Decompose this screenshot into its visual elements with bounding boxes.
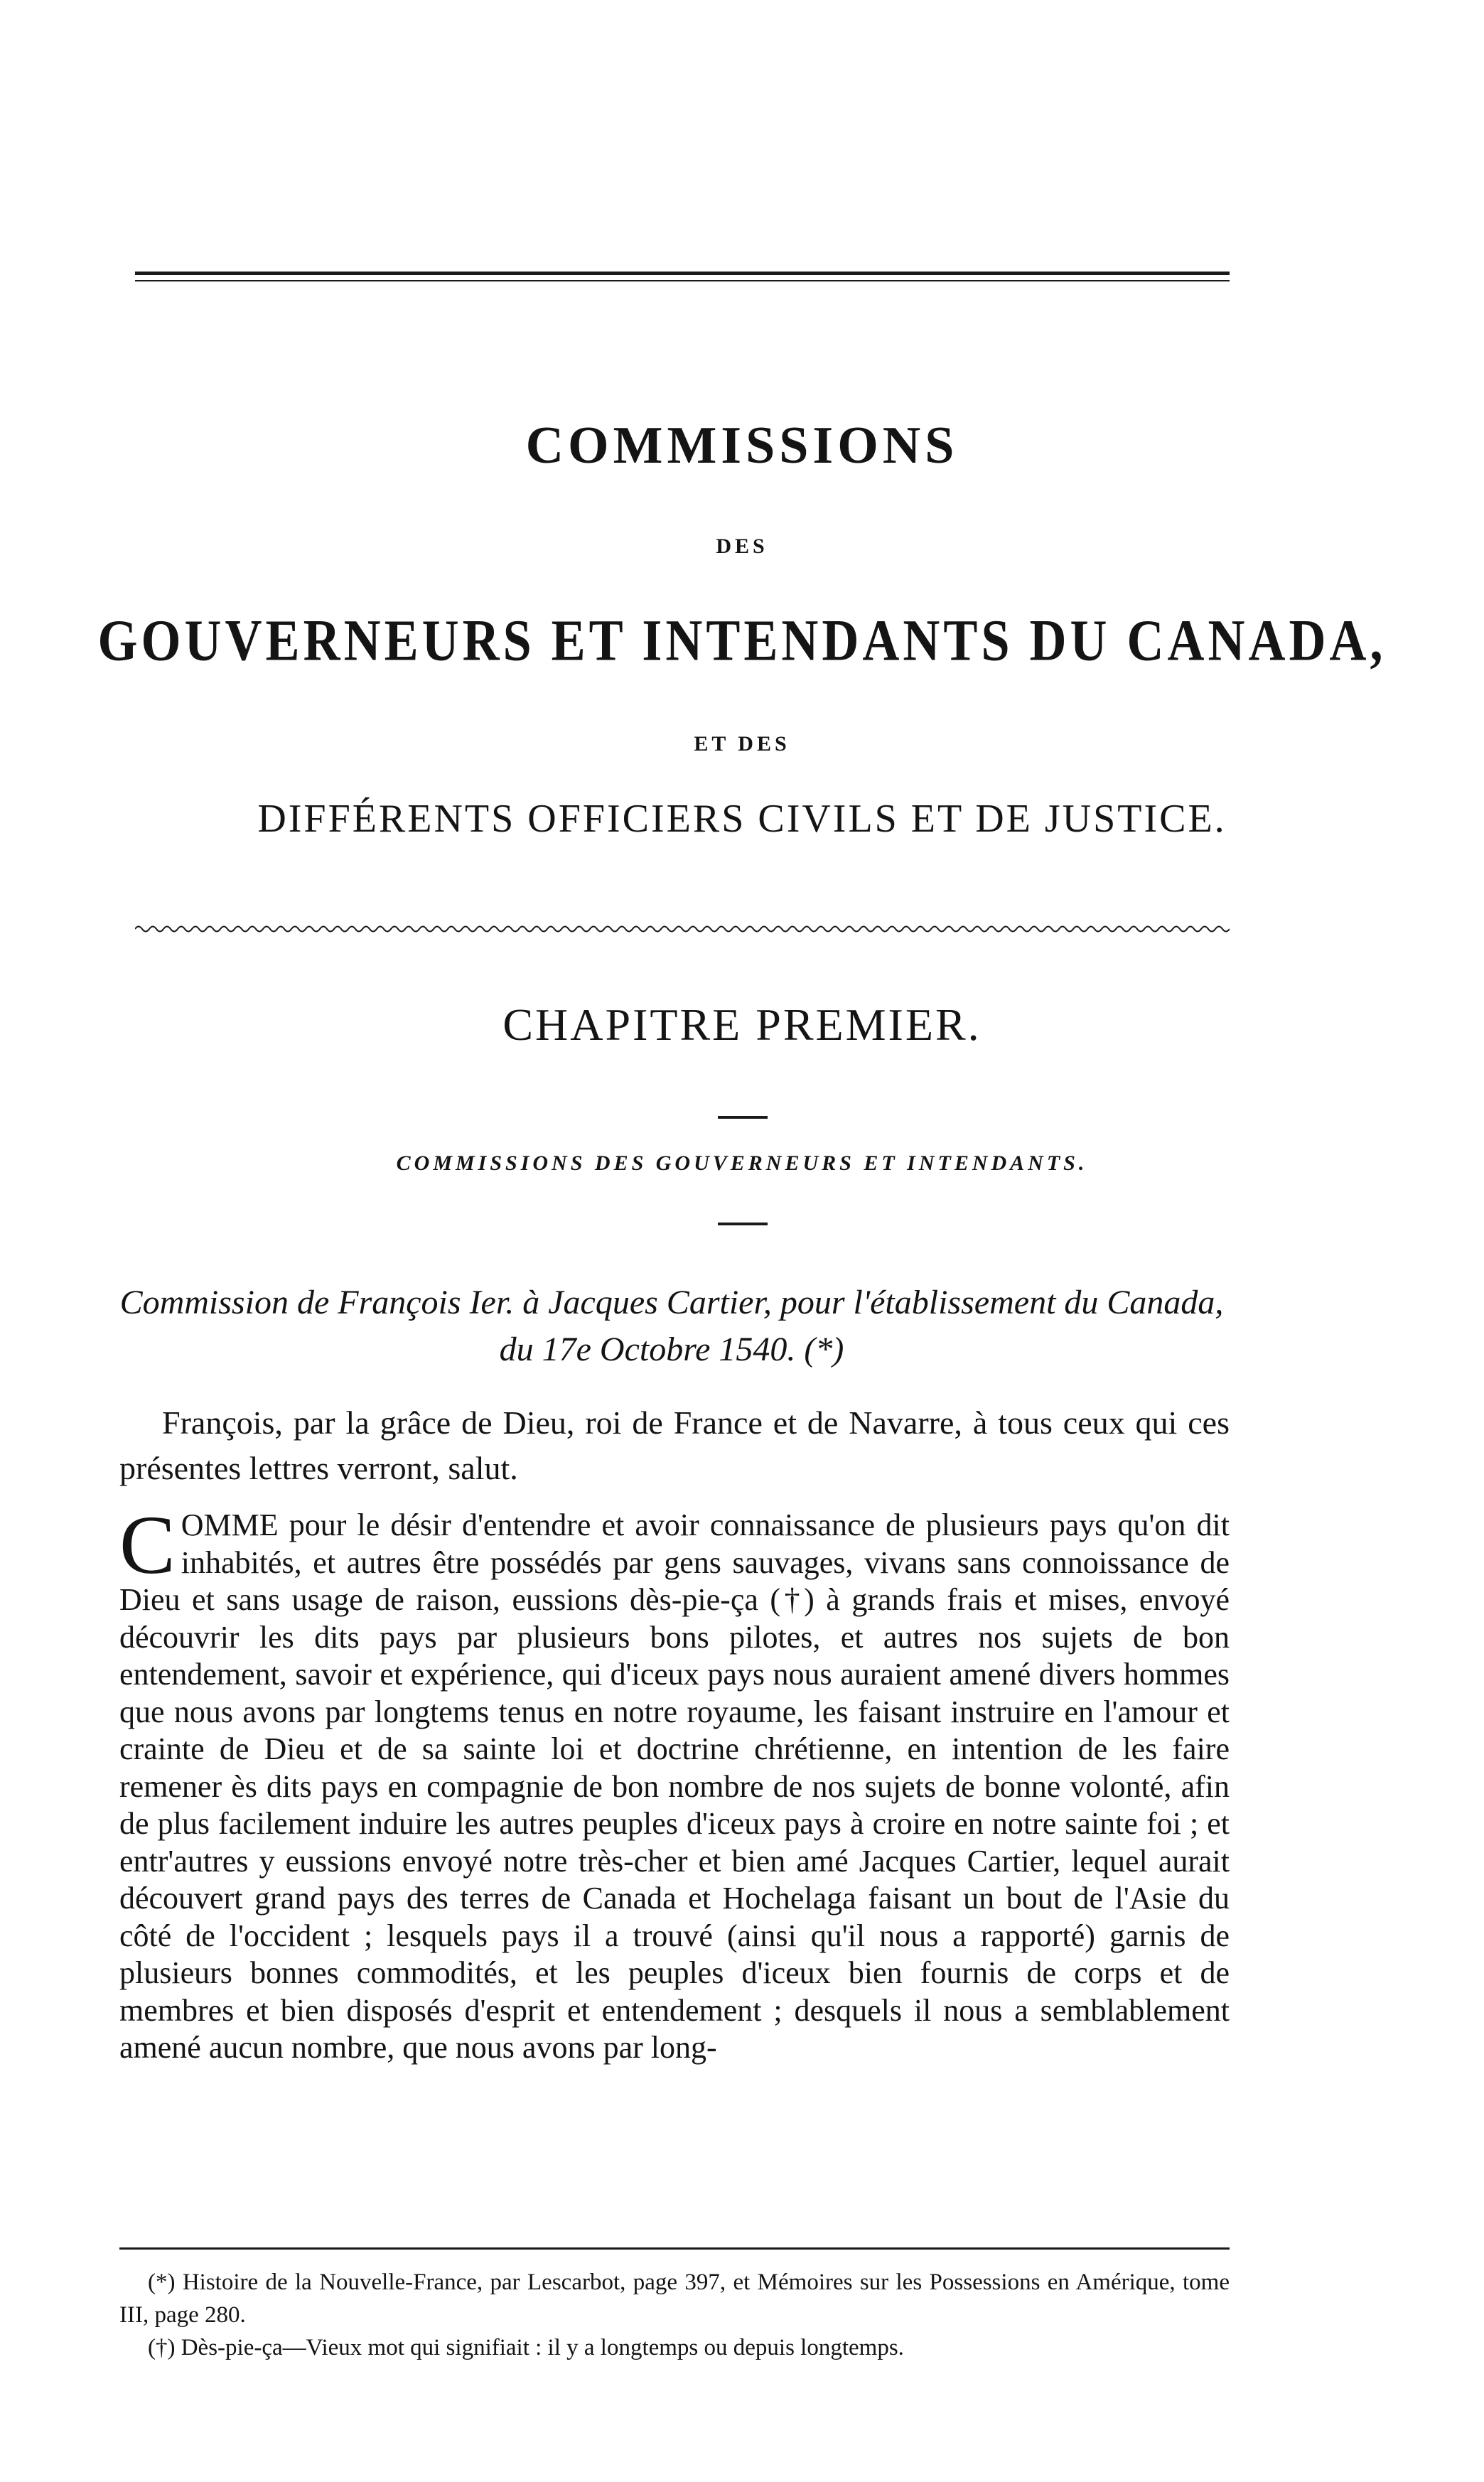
body-text: OMME pour le désir d'entendre et avoir connaissance de plusieurs pays qu'on dit inhabités, et autres être possédés par gens sauvages, vivans sans connoissance de Dieu et sans usage de raison, eussions dès-pie-ça (†) à grands frais et mises, envoyé découvrir les dits pays par plusieurs bons pilotes, et autres nos sujets de bon entendement, savoir et expérience, qui d'iceux pays nous auraient amené divers hommes que nous avons par longtems tenus en notre royaume, les faisant instruire en l'amour et crainte de Dieu et de sa sainte loi et doctrine chrétienne, en intention de les faire remener ès dits pays en compagnie de bon nombre de nos sujets de bonne volonté, afin de plus facilement induire les autres peuples d'iceux pays à croire en notre sainte foi ; et entr'autres y eussions envoyé notre très-cher et bien amé Jacques Cartier, lequel aurait découvert grand pays des terres de Canada et Hochelaga faisant un bout de l'Asie du côté de l'occident ; lesquels pays il a trouvé (ainsi qu'il nous a rapporté) garnis de plusieurs bonnes commodités, et les peuples d'iceux bien fournis de corps et de membres et bien disposés d'esprit et entendement ; desquels il nous a semblablement amené aucun nombre, que nous avons par long- xyxy=(119,1508,1230,2065)
top-rule-thin xyxy=(135,280,1230,281)
chapter-title: CHAPITRE PREMIER. xyxy=(502,999,982,1050)
page-subtitle: GOUVERNEURS ET INTENDANTS DU CANADA, xyxy=(97,607,1387,673)
top-rule-thick xyxy=(135,272,1230,275)
salutation-paragraph: François, par la grâce de Dieu, roi de France et de Navarre, à tous ceux qui ces présentes lettres verront, salut. xyxy=(119,1404,1230,1486)
footnote: (*) Histoire de la Nouvelle-France, par Lescarbot, page 397, et Mémoires sur les Possessions en Amérique, tome III, page 280. xyxy=(119,2269,1230,2328)
footnote: (†) Dès-pie-ça—Vieux mot qui signifiait : il y a longtemps ou depuis longtemps. xyxy=(148,2335,904,2360)
commission-title: Commission de François Ier. à Jacques Cartier, pour l'établissement du Canada, du 17e Octobre 1540. (*) xyxy=(119,1284,1224,1368)
short-rule xyxy=(718,1116,768,1119)
title-connector-et-des: ET DES xyxy=(694,732,790,756)
footnotes xyxy=(119,2266,1230,2364)
body-paragraph xyxy=(119,1498,1230,2067)
footnote-rule xyxy=(119,2247,1230,2250)
wavy-divider xyxy=(135,924,1230,934)
drop-cap: C xyxy=(119,1498,176,1591)
title-connector-des: DES xyxy=(716,534,768,558)
page-title: COMMISSIONS xyxy=(525,417,959,475)
section-heading: COMMISSIONS DES GOUVERNEURS ET INTENDANTS. xyxy=(396,1151,1088,1175)
short-rule xyxy=(718,1223,768,1225)
page-subtitle-2: DIFFÉRENTS OFFICIERS CIVILS ET DE JUSTICE. xyxy=(257,797,1227,841)
